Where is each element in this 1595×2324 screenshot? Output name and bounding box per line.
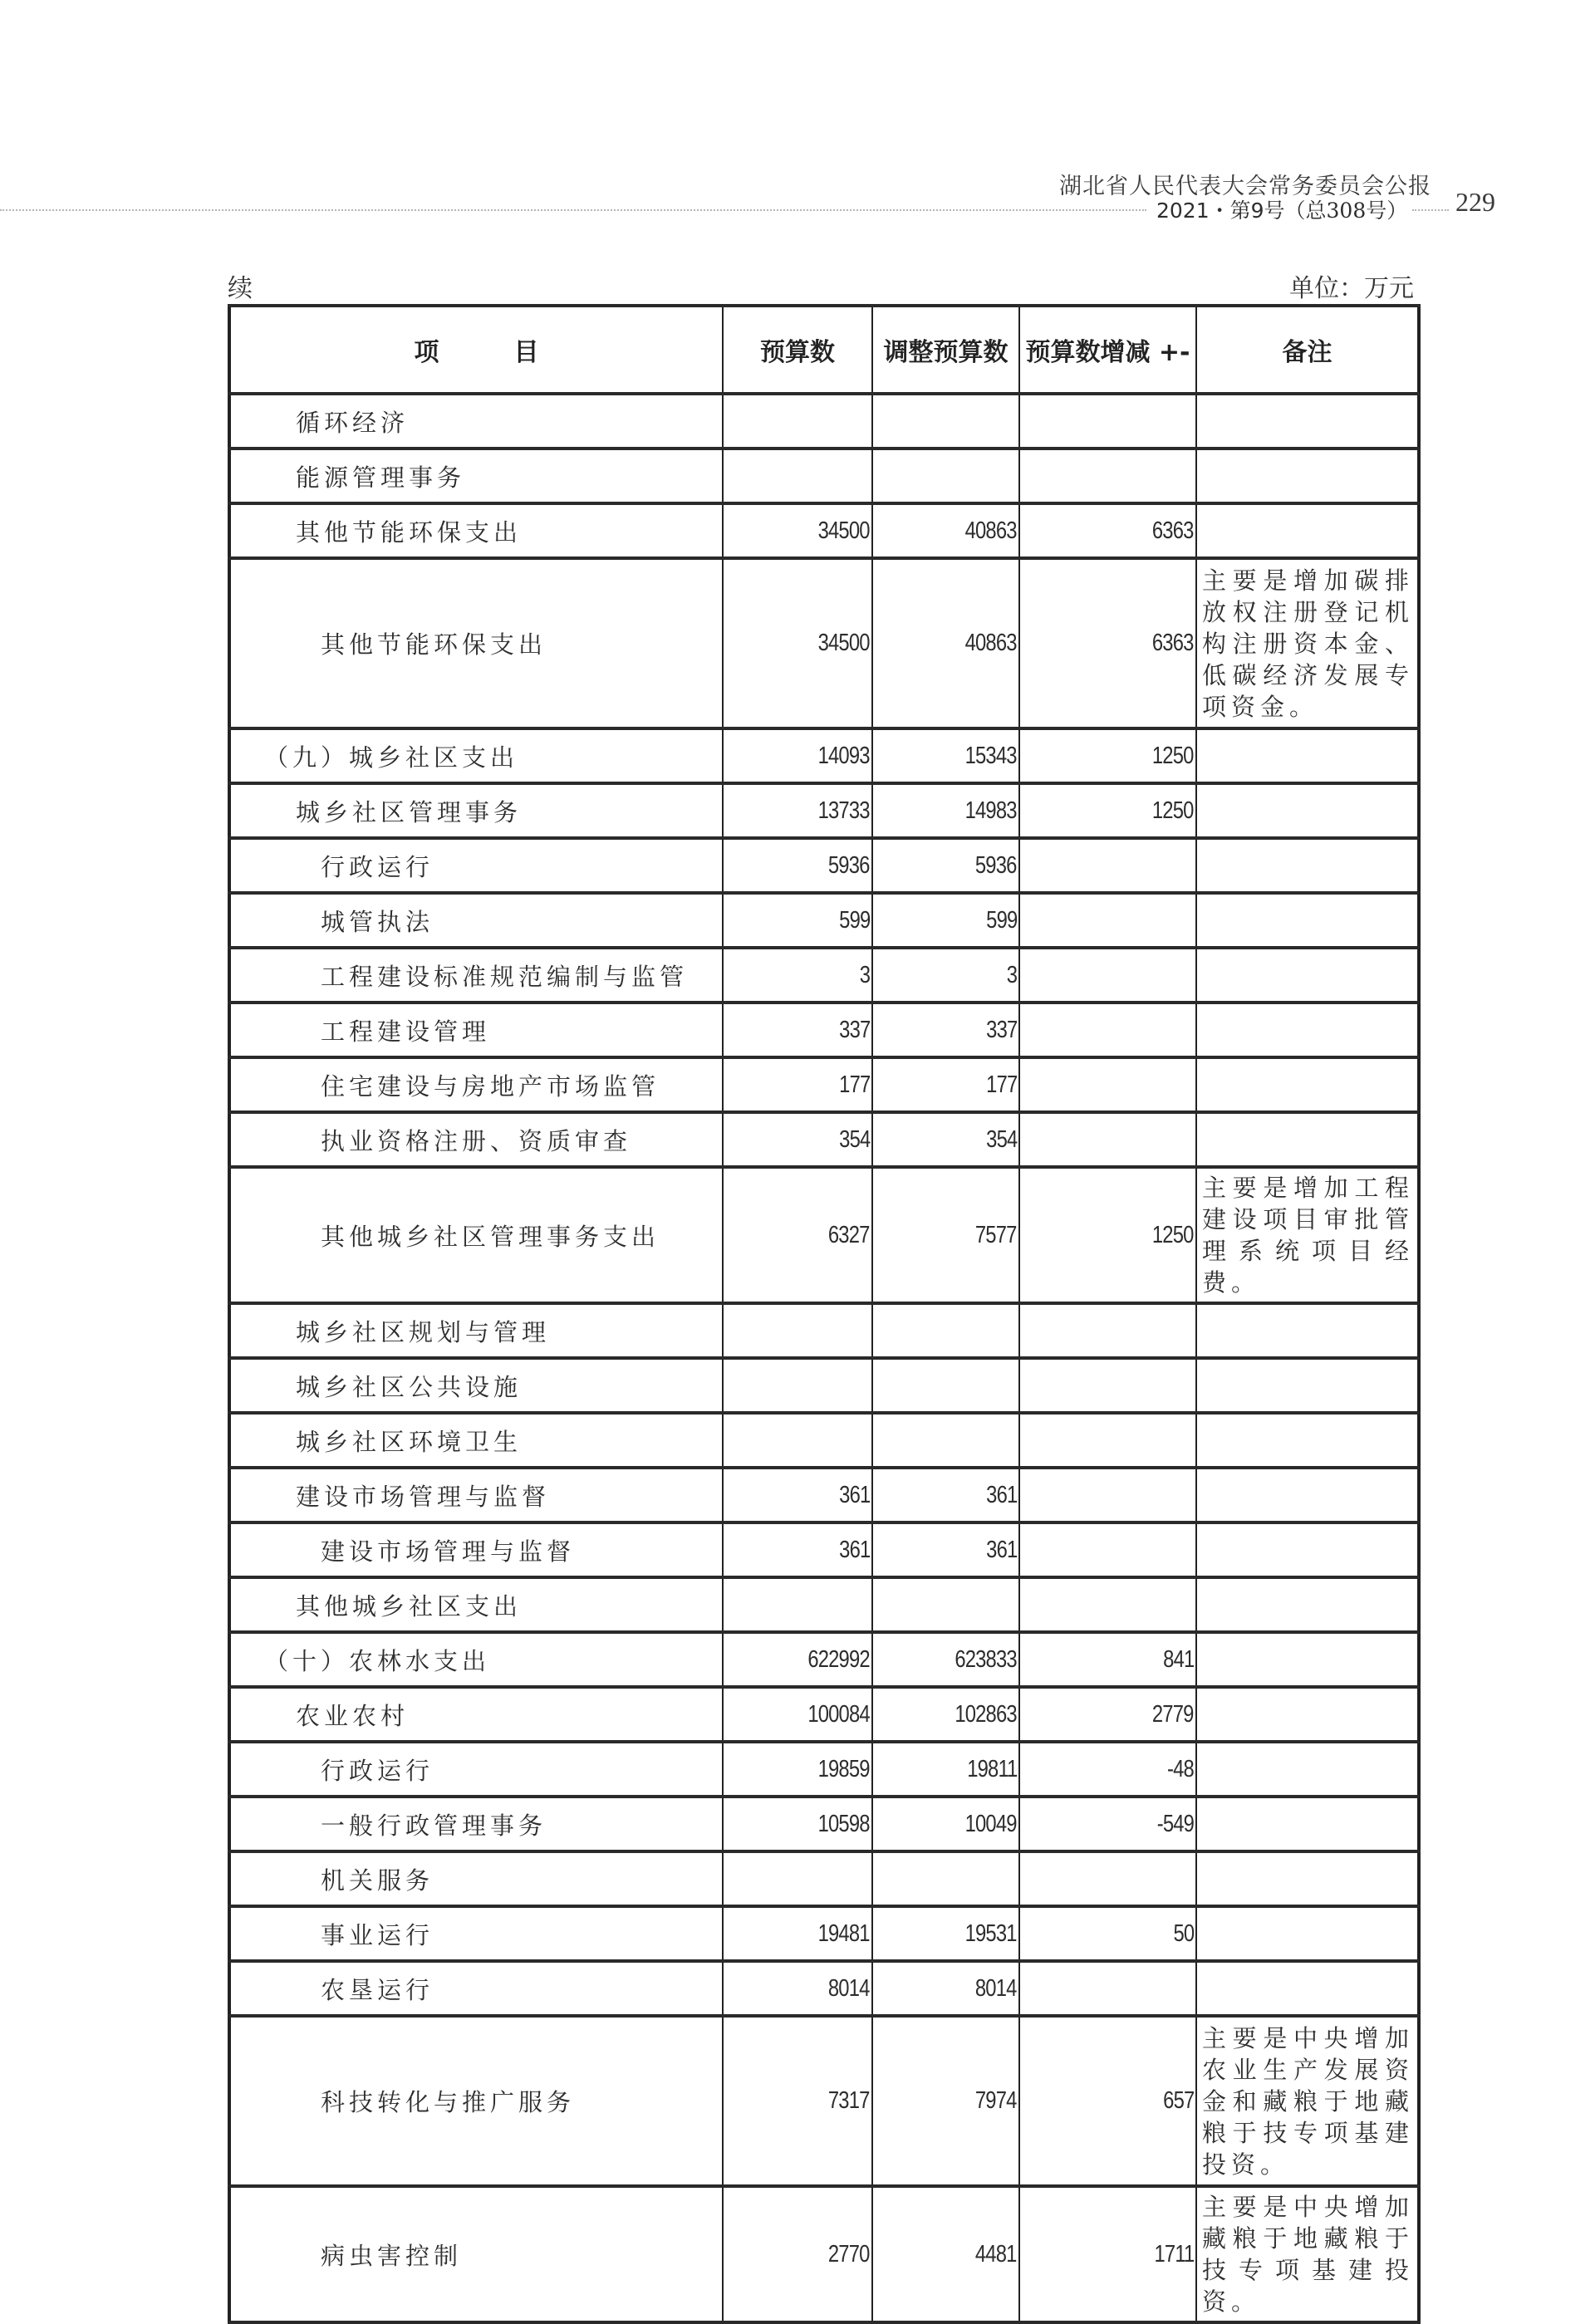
row-budget (723, 1742, 872, 1797)
row-item-name: （九）城乡社区支出 (229, 728, 723, 783)
issue-number (1156, 194, 1407, 224)
row-budget (723, 1961, 872, 2016)
row-item-name: 循环经济 (229, 394, 723, 449)
row-budget (723, 1632, 872, 1687)
row-adjusted-budget-value: 5936 (975, 851, 1017, 879)
row-adjusted-budget (872, 2016, 1019, 2186)
table-row (229, 1797, 1419, 1851)
row-adjusted-budget (872, 1687, 1019, 1742)
row-budget-value: 13733 (817, 797, 870, 824)
table-row (229, 1303, 1419, 1358)
row-budget (723, 1687, 872, 1742)
row-item-name: 建设市场管理与监督 (229, 1468, 723, 1522)
row-budget-change (1019, 1358, 1196, 1413)
row-note (1196, 783, 1419, 838)
row-budget-value: 34500 (817, 517, 870, 544)
table-row (229, 1961, 1419, 2016)
row-budget (723, 1057, 872, 1112)
row-budget-change-value: 657 (1162, 2087, 1194, 2114)
row-item-name: （十）农林水支出 (229, 1632, 723, 1687)
row-adjusted-budget-value: 40863 (964, 517, 1017, 544)
row-budget-change (1019, 1906, 1196, 1961)
row-adjusted-budget-value: 14983 (964, 797, 1017, 824)
row-budget (723, 1797, 872, 1851)
row-adjusted-budget (872, 893, 1019, 948)
row-adjusted-budget (872, 1632, 1019, 1687)
row-adjusted-budget (872, 1003, 1019, 1057)
row-budget-value: 5936 (828, 851, 870, 879)
unit-label: 单位：万元 (1289, 274, 1414, 303)
total-issue-label: （总308号） (1284, 199, 1408, 223)
row-budget (723, 394, 872, 449)
row-note (1196, 1112, 1419, 1167)
row-budget-change-value: 50 (1173, 1920, 1194, 1947)
publication-title: 湖北省人民代表大会常务委员会公报 (1059, 174, 1431, 199)
row-adjusted-budget (872, 1851, 1019, 1906)
row-budget-value: 14093 (817, 742, 870, 769)
row-budget (723, 893, 872, 948)
column-header-note: 备注 (1196, 306, 1419, 394)
row-adjusted-budget-value: 15343 (964, 742, 1017, 769)
table-row (229, 558, 1419, 728)
table-row (229, 1167, 1419, 1303)
row-budget (723, 1468, 872, 1522)
row-budget-change (1019, 1742, 1196, 1797)
row-budget-change-value: 1250 (1152, 742, 1194, 769)
row-adjusted-budget (872, 1577, 1019, 1632)
row-item-name: 建设市场管理与监督 (229, 1522, 723, 1577)
table-body (229, 394, 1419, 2322)
row-adjusted-budget-value: 361 (985, 1481, 1017, 1508)
row-item-name: 城管执法 (229, 893, 723, 948)
row-budget-change (1019, 1961, 1196, 2016)
table-row (229, 449, 1419, 503)
column-header-adjusted: 调整预算数 (872, 306, 1019, 394)
row-budget-change (1019, 948, 1196, 1003)
row-item-name: 能源管理事务 (229, 449, 723, 503)
row-budget (723, 728, 872, 783)
table-row (229, 1851, 1419, 1906)
row-adjusted-budget-value: 361 (985, 1536, 1017, 1563)
row-note (1196, 1358, 1419, 1413)
row-note: 主要是增加工程建设项目审批管理系统项目经费。 (1196, 1167, 1419, 1303)
row-adjusted-budget (872, 1167, 1019, 1303)
row-item-name: 执业资格注册、资质审查 (229, 1112, 723, 1167)
budget-adjustment-table (228, 304, 1421, 2324)
row-adjusted-budget-value: 19531 (964, 1920, 1017, 1947)
row-adjusted-budget (872, 783, 1019, 838)
row-budget-value: 19481 (817, 1920, 870, 1947)
row-budget-change-value: 1711 (1154, 2240, 1194, 2268)
row-item-name: 城乡社区环境卫生 (229, 1413, 723, 1468)
column-header-budget: 预算数 (723, 306, 872, 394)
row-budget-change (1019, 893, 1196, 948)
row-item-name: 其他城乡社区管理事务支出 (229, 1167, 723, 1303)
row-budget-change-value: 6363 (1152, 517, 1194, 544)
row-budget-change (1019, 558, 1196, 728)
row-budget-change (1019, 394, 1196, 449)
row-budget-value: 100084 (807, 1700, 870, 1728)
row-budget-change-value: -549 (1156, 1810, 1194, 1837)
row-budget (723, 2186, 872, 2322)
row-adjusted-budget-value: 7577 (975, 1221, 1017, 1248)
row-item-name: 行政运行 (229, 838, 723, 893)
table-row (229, 1687, 1419, 1742)
row-note (1196, 1797, 1419, 1851)
row-adjusted-budget (872, 1468, 1019, 1522)
row-budget-change (1019, 728, 1196, 783)
row-note (1196, 1851, 1419, 1906)
continued-label: 续 (228, 274, 253, 303)
row-item-name: 事业运行 (229, 1906, 723, 1961)
row-budget-change (1019, 1112, 1196, 1167)
row-budget-value: 361 (838, 1536, 870, 1563)
row-item-name: 一般行政管理事务 (229, 1797, 723, 1851)
table-row (229, 1577, 1419, 1632)
row-adjusted-budget (872, 1797, 1019, 1851)
row-budget-change (1019, 1468, 1196, 1522)
row-item-name: 城乡社区公共设施 (229, 1358, 723, 1413)
row-budget-change (1019, 1851, 1196, 1906)
row-budget-change (1019, 1797, 1196, 1851)
row-adjusted-budget (872, 948, 1019, 1003)
row-budget-value: 10598 (817, 1810, 870, 1837)
row-budget-change (1019, 1167, 1196, 1303)
row-adjusted-budget-value: 4481 (975, 2240, 1017, 2268)
row-budget-change (1019, 1522, 1196, 1577)
row-item-name: 其他节能环保支出 (229, 503, 723, 558)
table-row (229, 1742, 1419, 1797)
row-adjusted-budget (872, 1112, 1019, 1167)
row-note (1196, 1057, 1419, 1112)
row-note (1196, 503, 1419, 558)
column-header-item-a: 项 (414, 338, 439, 367)
row-budget (723, 1522, 872, 1577)
row-budget (723, 1112, 872, 1167)
row-budget-value: 34500 (817, 630, 870, 656)
row-note (1196, 1961, 1419, 2016)
column-header-item-b: 目 (513, 338, 539, 367)
row-budget (723, 1167, 872, 1303)
row-adjusted-budget (872, 1057, 1019, 1112)
row-budget (723, 1906, 872, 1961)
row-note: 主要是增加碳排放权注册登记机构注册资本金、低碳经济发展专项资金。 (1196, 558, 1419, 728)
row-note (1196, 728, 1419, 783)
row-budget-change (1019, 2016, 1196, 2186)
row-adjusted-budget (872, 1303, 1019, 1358)
row-budget-value: 19859 (817, 1755, 870, 1782)
table-row (229, 1358, 1419, 1413)
row-budget-change (1019, 2186, 1196, 2322)
row-adjusted-budget-value: 337 (985, 1016, 1017, 1043)
row-adjusted-budget (872, 449, 1019, 503)
row-note (1196, 394, 1419, 449)
row-budget-value: 8014 (828, 1974, 870, 2002)
row-note (1196, 838, 1419, 893)
row-adjusted-budget-value: 3 (1006, 961, 1017, 988)
row-adjusted-budget-value: 19811 (966, 1755, 1017, 1782)
row-note: 主要是中央增加农业生产发展资金和藏粮于地藏粮于技专项基建投资。 (1196, 2016, 1419, 2186)
row-budget-change (1019, 1632, 1196, 1687)
table-row (229, 893, 1419, 948)
row-adjusted-budget-value: 354 (985, 1125, 1017, 1153)
table-row (229, 728, 1419, 783)
row-budget-change (1019, 1413, 1196, 1468)
row-item-name: 病虫害控制 (229, 2186, 723, 2322)
row-budget-value: 361 (838, 1481, 870, 1508)
row-budget-value: 6327 (828, 1221, 870, 1248)
row-item-name: 城乡社区管理事务 (229, 783, 723, 838)
row-item-name: 工程建设管理 (229, 1003, 723, 1057)
row-budget (723, 948, 872, 1003)
column-header-change: 预算数增减 +- (1019, 306, 1196, 394)
row-budget-value: 2770 (828, 2240, 870, 2268)
row-budget-change-value: 841 (1162, 1645, 1194, 1673)
row-budget-change-value: 6363 (1152, 630, 1194, 656)
row-adjusted-budget-value: 40863 (964, 630, 1017, 656)
row-budget-change (1019, 1057, 1196, 1112)
row-item-name: 其他节能环保支出 (229, 558, 723, 728)
row-budget-change (1019, 1687, 1196, 1742)
row-note (1196, 1303, 1419, 1358)
table-row (229, 1413, 1419, 1468)
table-row (229, 503, 1419, 558)
row-budget-change (1019, 1003, 1196, 1057)
row-adjusted-budget (872, 1413, 1019, 1468)
row-item-name: 城乡社区规划与管理 (229, 1303, 723, 1358)
row-budget (723, 503, 872, 558)
table-row (229, 394, 1419, 449)
header-dotted-rule-right (1412, 209, 1449, 211)
row-budget (723, 1851, 872, 1906)
row-note (1196, 1687, 1419, 1742)
row-budget-change (1019, 838, 1196, 893)
table-row (229, 2016, 1419, 2186)
row-note: 主要是中央增加藏粮于地藏粮于技专项基建投资。 (1196, 2186, 1419, 2322)
row-budget-value: 177 (838, 1071, 870, 1098)
row-budget-change-value: -48 (1167, 1755, 1194, 1782)
row-item-name: 机关服务 (229, 1851, 723, 1906)
row-budget (723, 838, 872, 893)
row-budget (723, 2016, 872, 2186)
table-row (229, 1468, 1419, 1522)
table-row (229, 2186, 1419, 2322)
row-budget (723, 1358, 872, 1413)
row-item-name: 行政运行 (229, 1742, 723, 1797)
row-adjusted-budget (872, 1522, 1019, 1577)
issue-label: 2021・第9号 (1156, 199, 1285, 223)
row-budget-value: 354 (838, 1125, 870, 1153)
row-item-name: 农业农村 (229, 1687, 723, 1742)
row-budget-value: 622992 (807, 1645, 870, 1673)
table-row (229, 1522, 1419, 1577)
table-row (229, 1906, 1419, 1961)
header-dotted-rule-left (0, 209, 1146, 211)
row-budget-change-value: 1250 (1152, 797, 1194, 824)
row-adjusted-budget (872, 558, 1019, 728)
table-row (229, 1003, 1419, 1057)
row-adjusted-budget (872, 838, 1019, 893)
row-adjusted-budget-value: 102863 (955, 1700, 1017, 1728)
row-note (1196, 1522, 1419, 1577)
row-budget-value: 599 (838, 906, 870, 934)
row-note (1196, 1632, 1419, 1687)
row-budget-change-value: 1250 (1152, 1221, 1194, 1248)
row-budget-change (1019, 449, 1196, 503)
row-note (1196, 948, 1419, 1003)
row-budget (723, 783, 872, 838)
column-header-item (229, 306, 723, 394)
row-adjusted-budget (872, 394, 1019, 449)
row-adjusted-budget (872, 2186, 1019, 2322)
row-budget-change (1019, 1577, 1196, 1632)
row-note (1196, 1413, 1419, 1468)
row-budget (723, 1413, 872, 1468)
table-row (229, 1057, 1419, 1112)
row-budget-value: 3 (859, 961, 870, 988)
table-row (229, 783, 1419, 838)
row-note (1196, 1468, 1419, 1522)
row-adjusted-budget-value: 10049 (964, 1810, 1017, 1837)
row-adjusted-budget (872, 1742, 1019, 1797)
row-note (1196, 1003, 1419, 1057)
row-note (1196, 893, 1419, 948)
row-item-name: 科技转化与推广服务 (229, 2016, 723, 2186)
row-adjusted-budget-value: 623833 (955, 1645, 1017, 1673)
row-adjusted-budget (872, 728, 1019, 783)
row-item-name: 住宅建设与房地产市场监管 (229, 1057, 723, 1112)
row-budget (723, 1303, 872, 1358)
row-note (1196, 1906, 1419, 1961)
row-item-name: 农垦运行 (229, 1961, 723, 2016)
row-adjusted-budget-value: 7974 (975, 2087, 1017, 2114)
row-budget (723, 1577, 872, 1632)
row-budget (723, 449, 872, 503)
row-adjusted-budget-value: 8014 (975, 1974, 1017, 2002)
row-budget-value: 337 (838, 1016, 870, 1043)
table-row (229, 948, 1419, 1003)
row-budget-change (1019, 503, 1196, 558)
row-note (1196, 1742, 1419, 1797)
row-budget-change (1019, 783, 1196, 838)
row-budget-change-value: 2779 (1152, 1700, 1194, 1728)
row-adjusted-budget (872, 1961, 1019, 2016)
table-row (229, 838, 1419, 893)
row-note (1196, 449, 1419, 503)
row-adjusted-budget (872, 1358, 1019, 1413)
row-item-name: 其他城乡社区支出 (229, 1577, 723, 1632)
page-number: 229 (1455, 187, 1495, 217)
row-budget-value: 7317 (828, 2087, 870, 2114)
table-row (229, 1112, 1419, 1167)
table-header-row (229, 306, 1419, 394)
table-row (229, 1632, 1419, 1687)
row-adjusted-budget (872, 503, 1019, 558)
row-note (1196, 1577, 1419, 1632)
row-adjusted-budget-value: 599 (985, 906, 1017, 934)
row-budget (723, 1003, 872, 1057)
row-budget (723, 558, 872, 728)
row-item-name: 工程建设标准规范编制与监管 (229, 948, 723, 1003)
row-budget-change (1019, 1303, 1196, 1358)
row-adjusted-budget-value: 177 (985, 1071, 1017, 1098)
row-adjusted-budget (872, 1906, 1019, 1961)
